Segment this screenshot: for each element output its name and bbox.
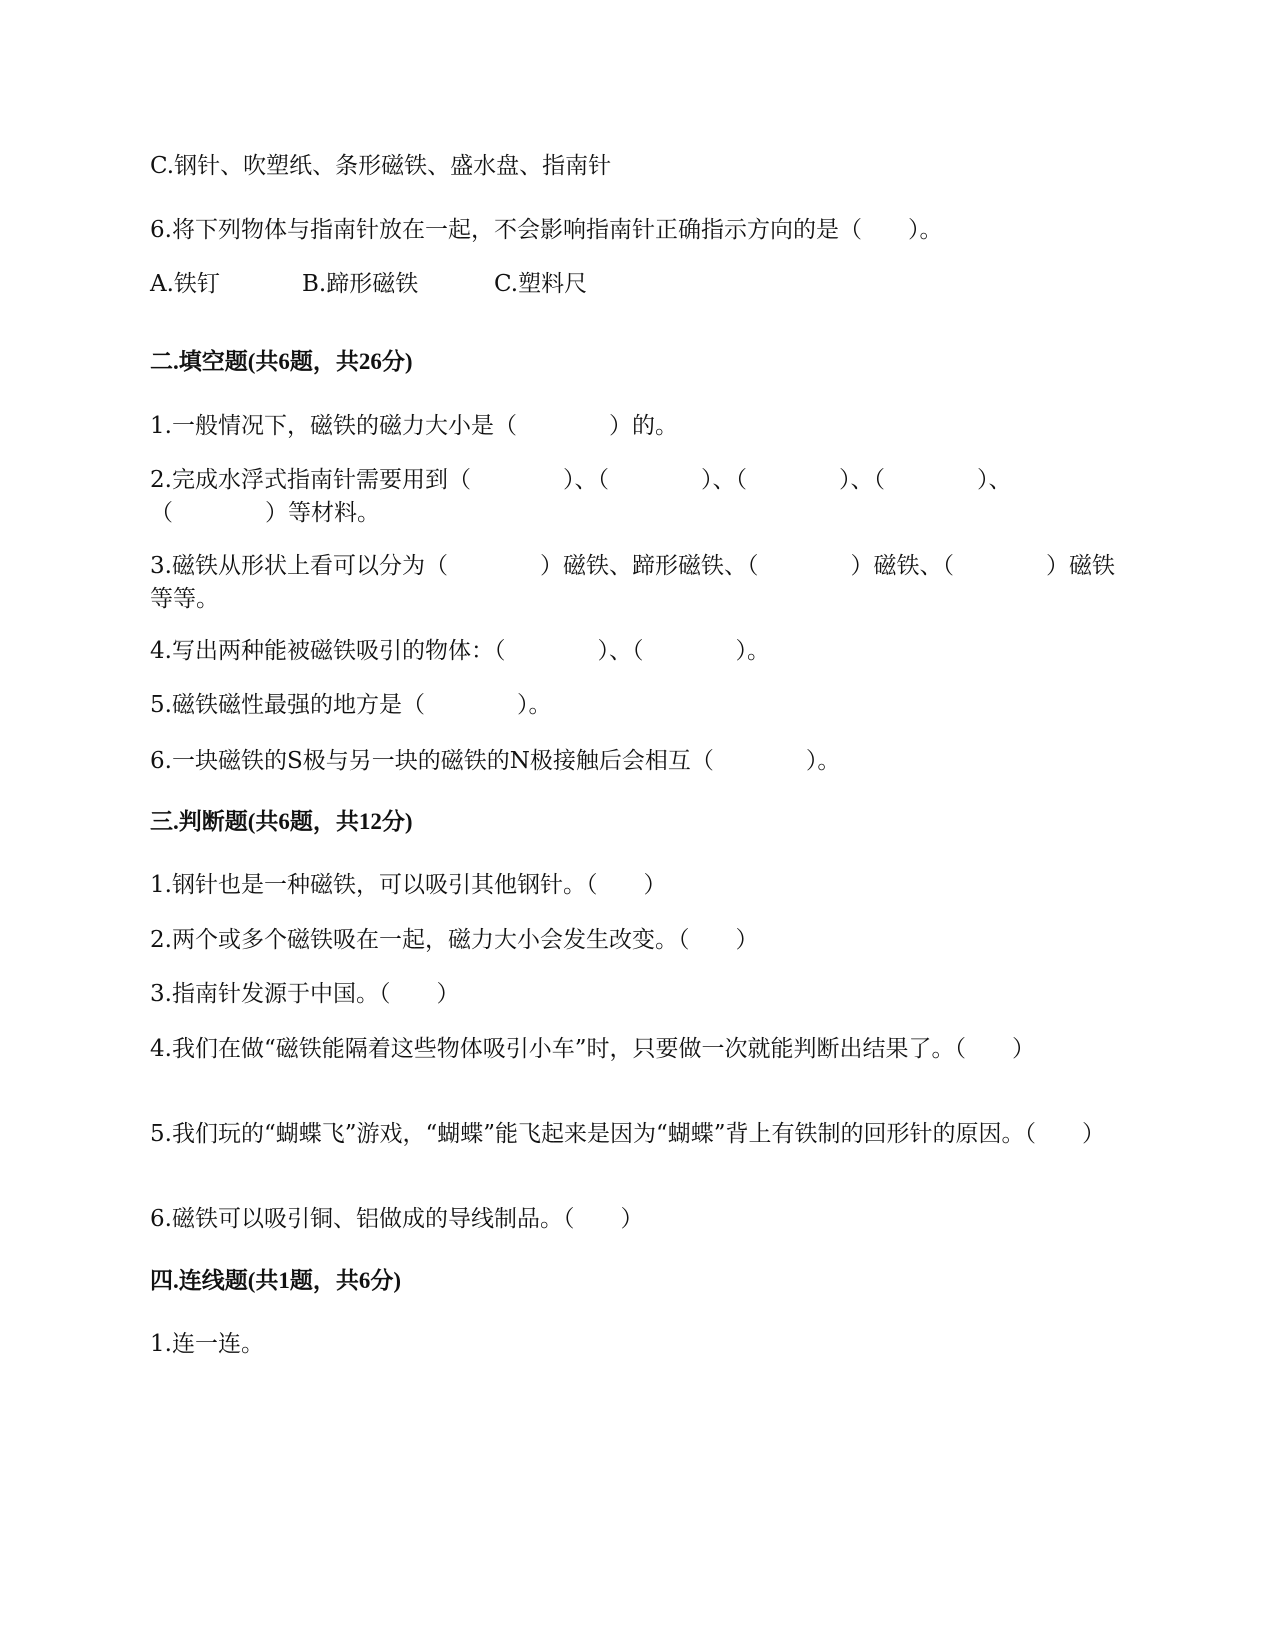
option-b: B.蹄形磁铁 (302, 271, 419, 297)
tf-question-6: 6.磁铁可以吸引铜、铝做成的导线制品。（ ） (150, 1206, 644, 1232)
option-a: A.铁钉 (150, 271, 220, 297)
option-c-line: C.钢针、吹塑纸、条形磁铁、盛水盘、指南针 (150, 153, 612, 179)
section-heading-true-false: 三.判断题(共6题，共12分) (150, 809, 413, 834)
section-heading-fill-blank: 二.填空题(共6题，共26分) (150, 349, 413, 374)
question-6: 6.将下列物体与指南针放在一起，不会影响指南针正确指示方向的是（ ）。 (150, 217, 943, 243)
fill-question-5: 5.磁铁磁性最强的地方是（ ）。 (150, 692, 552, 718)
tf-question-5: 5.我们玩的“蝴蝶飞”游戏，“蝴蝶”能飞起来是因为“蝴蝶”背上有铁制的回形针的原因。（ ） (150, 1121, 1105, 1147)
tf-question-1: 1.钢针也是一种磁铁，可以吸引其他钢针。（ ） (150, 872, 667, 898)
matching-question-1: 1.连一连。 (150, 1331, 264, 1357)
fill-question-2: 2.完成水浮式指南针需要用到（ ）、（ ）、（ ）、（ ）、（ ）等材料。 (150, 467, 1012, 526)
tf-question-4: 4.我们在做“磁铁能隔着这些物体吸引小车”时，只要做一次就能判断出结果了。（ ） (150, 1036, 1035, 1062)
section-heading-matching: 四.连线题(共1题，共6分) (150, 1268, 402, 1293)
fill-question-6: 6.一块磁铁的S极与另一块的磁铁的N极接触后会相互（ ）。 (150, 748, 841, 774)
fill-question-4: 4.写出两种能被磁铁吸引的物体：（ ）、（ ）。 (150, 638, 770, 664)
option-c: C.塑料尺 (494, 271, 588, 297)
fill-question-1: 1.一般情况下，磁铁的磁力大小是（ ）的。 (150, 413, 678, 439)
fill-question-3: 3.磁铁从形状上看可以分为（ ）磁铁、蹄形磁铁、（ ）磁铁、（ ）磁铁等等。 (150, 553, 1115, 612)
tf-question-3: 3.指南针发源于中国。（ ） (150, 981, 460, 1007)
tf-question-2: 2.两个或多个磁铁吸在一起，磁力大小会发生改变。（ ） (150, 927, 759, 953)
